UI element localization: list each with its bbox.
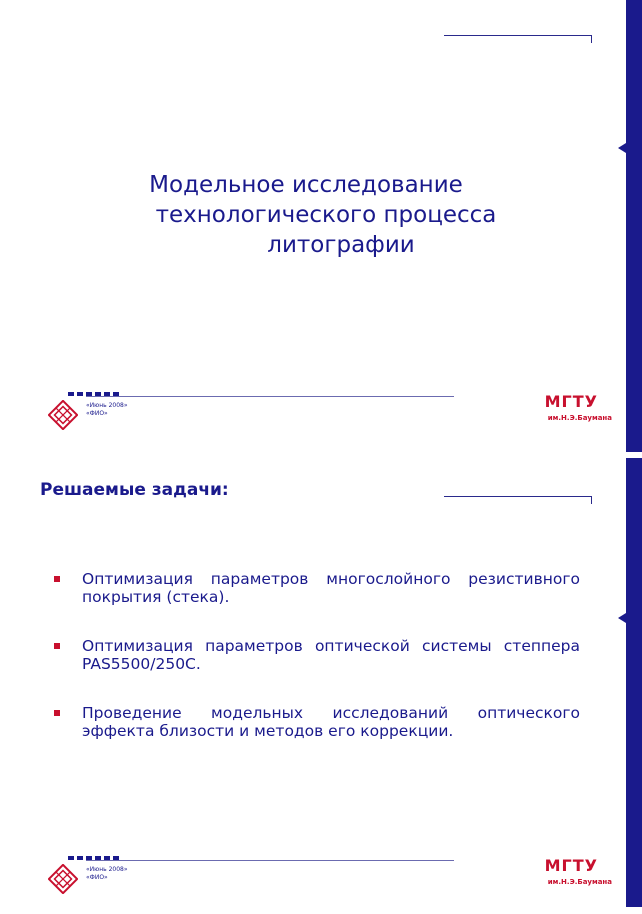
stripe-notch — [618, 613, 626, 623]
org-subtitle: им.Н.Э.Баумана — [547, 414, 612, 422]
side-stripe — [626, 458, 642, 907]
footer-meta — [86, 866, 128, 882]
footer-meta — [86, 402, 128, 418]
university-logo-icon — [48, 864, 78, 894]
org-subtitle: им.Н.Э.Баумана — [547, 878, 612, 886]
title-line-1: Модельное исследование — [149, 172, 463, 198]
top-rule-tick — [591, 35, 592, 43]
list-item-text: Оптимизация параметров оптической системы степпера PAS5500/250C. — [82, 637, 580, 673]
slide-tasks — [0, 458, 642, 907]
bullet-square-icon — [54, 710, 60, 716]
footer-rule — [86, 396, 454, 397]
slide-title — [0, 0, 642, 452]
org-name: МГТУ — [544, 392, 598, 411]
title-line-2: технологического процесса — [155, 202, 497, 228]
bullet-square-icon — [54, 643, 60, 649]
list-item — [52, 704, 580, 740]
footer-author: «ФИО» — [86, 874, 108, 881]
list-item-text: Оптимизация параметров многослойного резистивного покрытия (стека). — [82, 570, 580, 606]
university-logo-icon — [48, 400, 78, 430]
title-line-3: литографии — [267, 232, 415, 258]
footer-rule — [86, 860, 454, 861]
list-item — [52, 637, 580, 673]
footer-date: «Июнь 2008» — [86, 402, 128, 409]
stripe-notch — [618, 143, 626, 153]
top-rule-tick — [591, 496, 592, 504]
task-list — [52, 570, 580, 771]
footer-date: «Июнь 2008» — [86, 866, 128, 873]
list-item — [52, 570, 580, 606]
list-item-text: Проведение модельных исследований оптического эффекта близости и методов его коррекции. — [82, 704, 580, 740]
top-rule — [444, 496, 592, 497]
slide-footer — [0, 392, 642, 450]
section-heading: Решаемые задачи: — [40, 480, 229, 500]
top-rule — [444, 35, 592, 36]
bullet-square-icon — [54, 576, 60, 582]
footer-author: «ФИО» — [86, 410, 108, 417]
org-name: МГТУ — [544, 856, 598, 875]
page-title — [0, 170, 642, 260]
